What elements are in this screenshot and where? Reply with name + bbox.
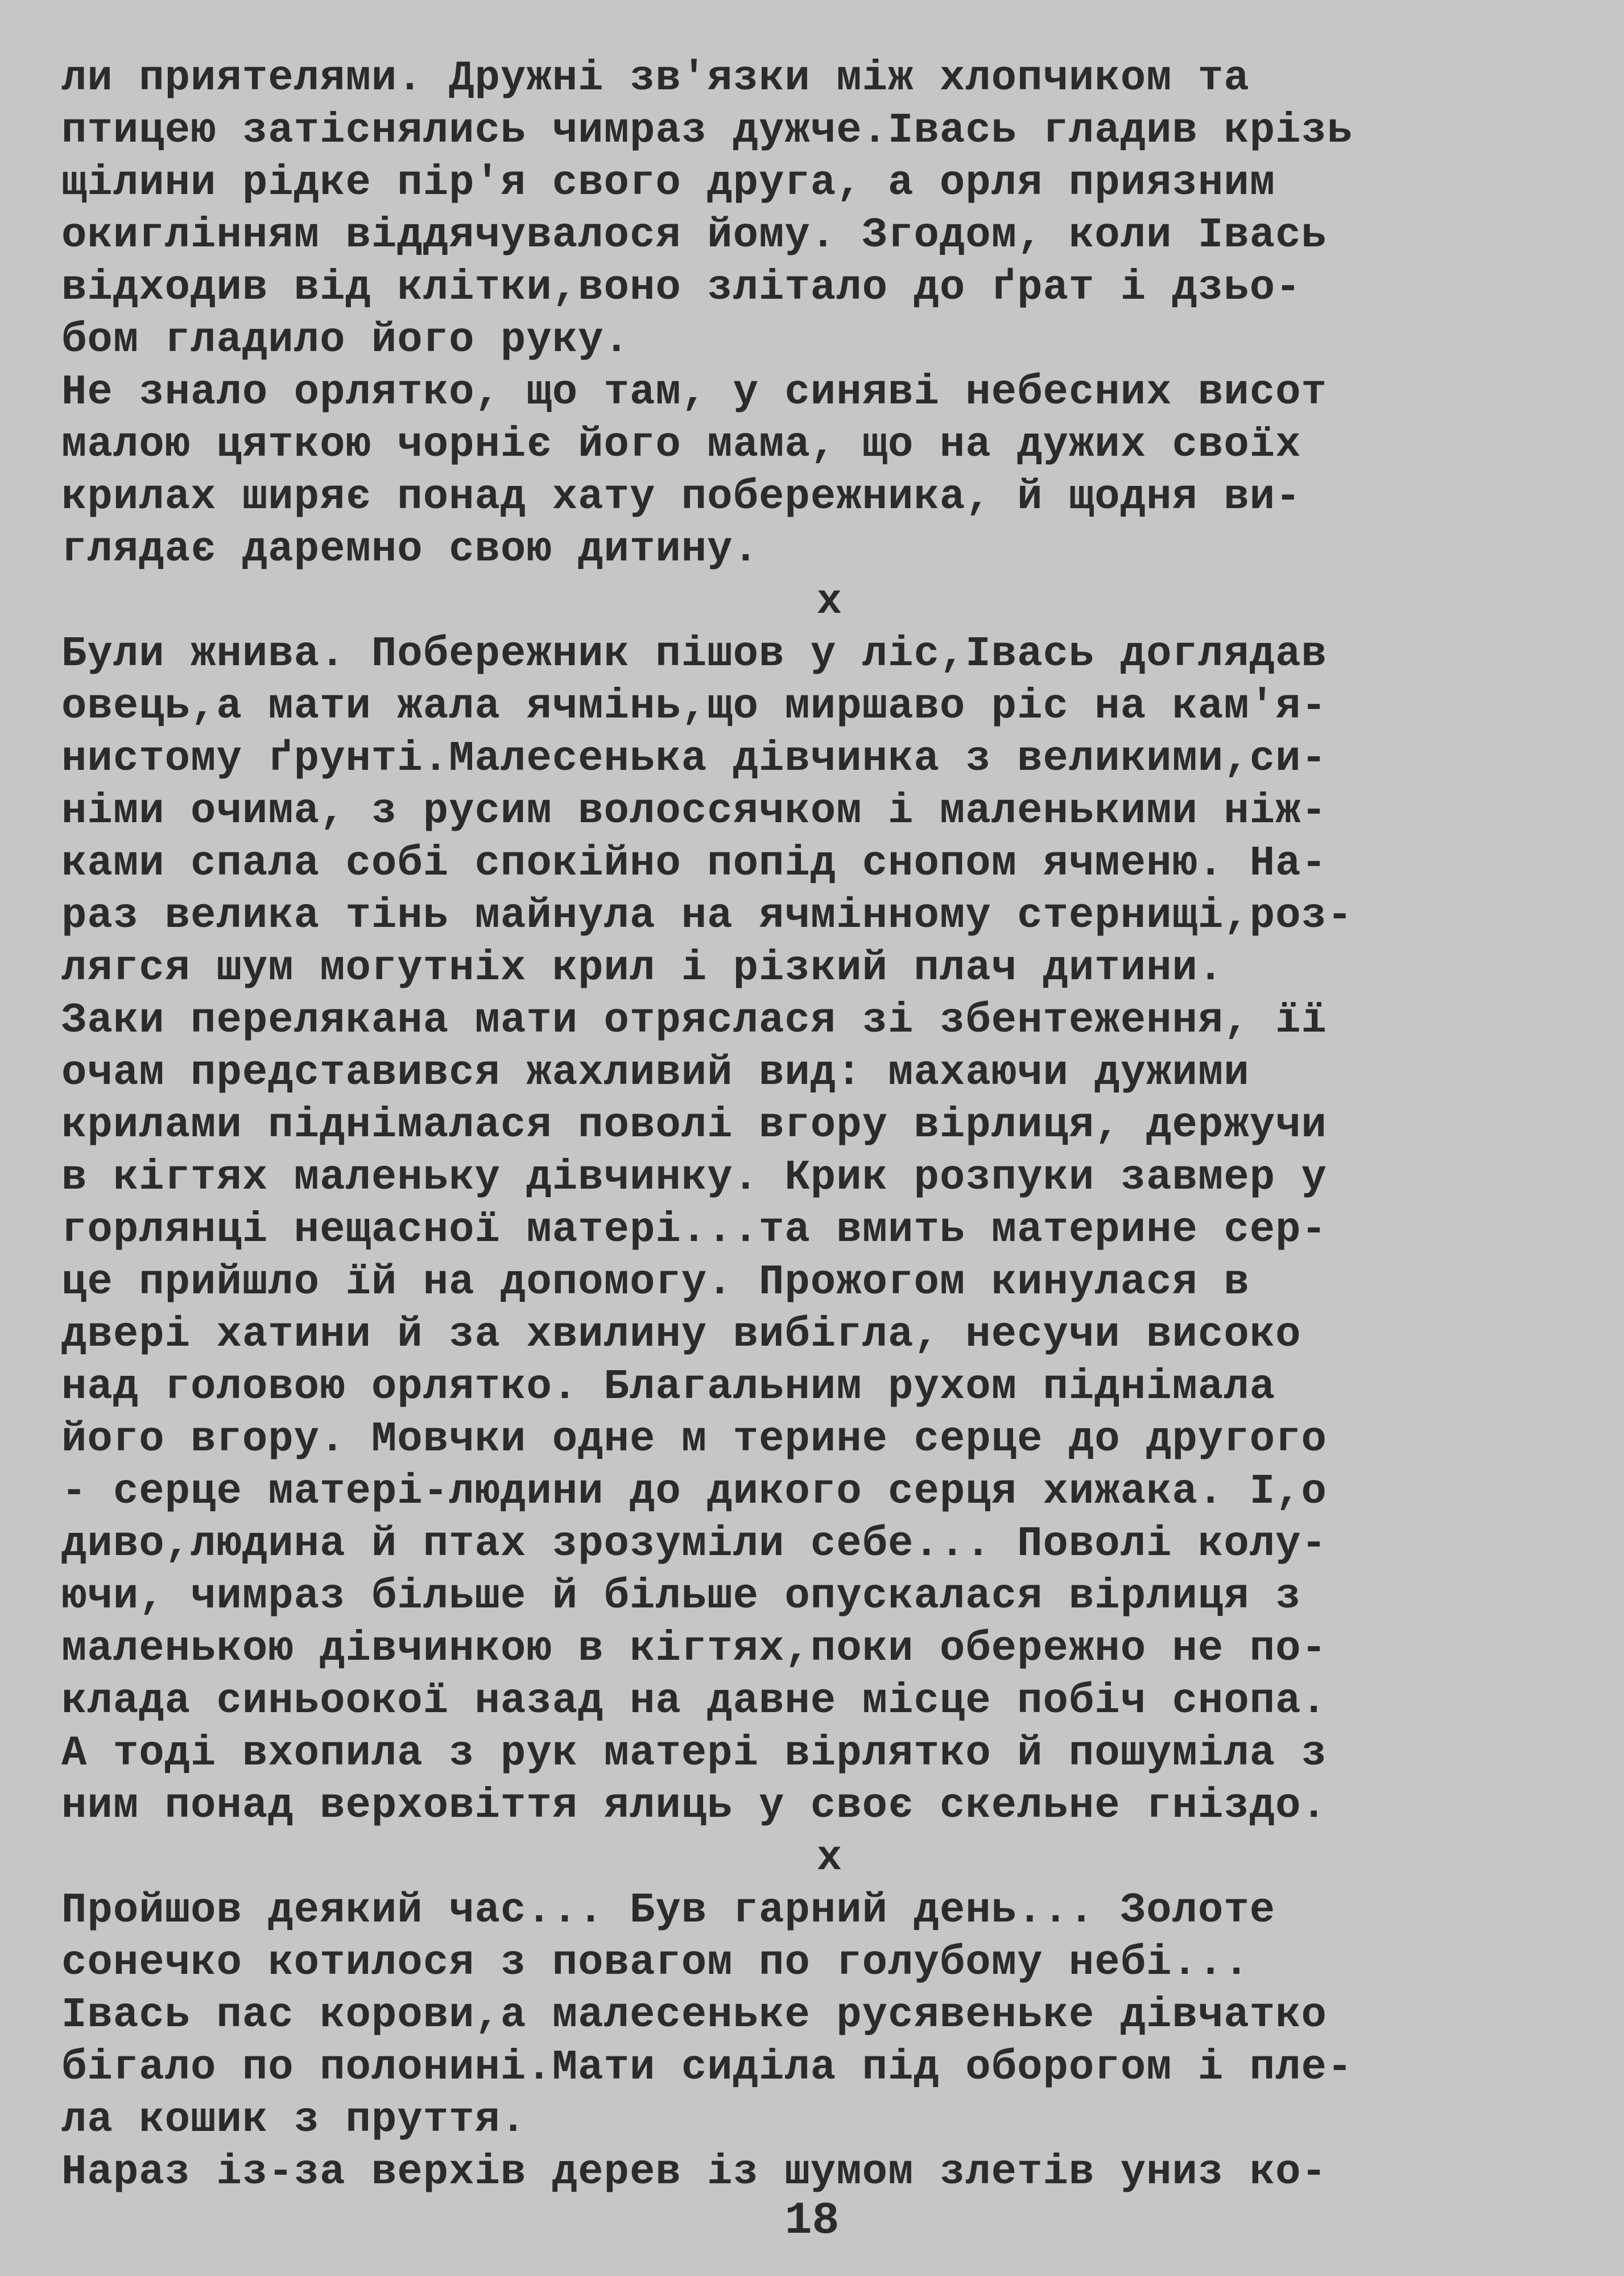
text-line: окиглінням віддячувалося йому. Згодом, коли Івась xyxy=(61,212,1327,259)
text-line: Були жнива. Побережник пішов у ліс,Івась доглядав xyxy=(61,630,1327,678)
text-line: Не знало орлятко, що там, у синяві небесних висот xyxy=(61,369,1327,417)
text-line: це прийшло їй на допомогу. Прожогом кинулася в xyxy=(61,1259,1250,1306)
text-line: маленькою дівчинкою в кігтях,поки обережно не по- xyxy=(61,1625,1327,1673)
text-line: - серце матері-людини до дикого серця хижака. І,о xyxy=(61,1468,1327,1516)
text-line: ли приятелями. Дружні зв'язки між хлопчиком та xyxy=(61,55,1250,102)
text-line: диво,людина й птах зрозуміли себе... Поволі колу- xyxy=(61,1520,1327,1568)
text-line: раз велика тінь майнула на ячмінному стернищі,роз- xyxy=(61,892,1353,940)
text-line: Пройшов деякий час... Був гарний день... Золоте xyxy=(61,1887,1276,1935)
text-line: бігало по полонині.Мати сиділа під оборогом і пле- xyxy=(61,2044,1353,2092)
text-line: німи очима, з русим волоссячком і маленькими ніж- xyxy=(61,787,1327,835)
text-line: малою цяткою чорніє його мама, що на дужих своїх xyxy=(61,421,1301,469)
text-line: над головою орлятко. Благальним рухом піднімала xyxy=(61,1363,1276,1411)
section-divider: x xyxy=(816,578,842,626)
text-line: ючи, чимраз більше й більше опускалася вірлиця з xyxy=(61,1573,1301,1621)
text-line: щілини рідке пір'я свого друга, а орля приязним xyxy=(61,159,1276,207)
text-line: крилах ширяє понад хату побережника, й щодня ви- xyxy=(61,473,1301,521)
text-line: Івась пас корови,а малесеньке русявеньке дівчатко xyxy=(61,1991,1327,2039)
text-line: горлянці нещасної матері...та вмить материне сер- xyxy=(61,1206,1327,1254)
text-line: ним понад верховіття ялиць у своє скельне гніздо. xyxy=(61,1782,1327,1830)
text-line: Нараз із-за верхів дерев із шумом злетів униз ко- xyxy=(61,2149,1327,2196)
text-line: бом гладило його руку. xyxy=(61,316,630,364)
text-line: птицею затіснялись чимраз дужче.Івась гладив крізь xyxy=(61,107,1353,155)
text-line: в кігтях маленьку дівчинку. Крик розпуки завмер у xyxy=(61,1154,1327,1202)
page-number: 18 xyxy=(784,2195,840,2247)
text-line: сонечко котилося з повагом по голубому небі... xyxy=(61,1939,1250,1987)
text-line: його вгору. Мовчки одне м терине серце до другого xyxy=(61,1416,1327,1463)
text-line: нистому ґрунті.Малесенька дівчинка з великими,си- xyxy=(61,735,1327,783)
text-line: глядає даремно свою дитину. xyxy=(61,526,759,574)
text-line: двері хатини й за хвилину вибігла, несучи високо xyxy=(61,1311,1301,1359)
text-line: лягся шум могутніх крил і різкий плач дитини. xyxy=(61,945,1224,992)
text-line: ла кошик з пруття. xyxy=(61,2096,527,2144)
text-line: А тоді вхопила з рук матері вірлятко й пошуміла з xyxy=(61,1730,1327,1778)
text-line: Заки переляканa мати отряслася зі збентеження, її xyxy=(61,997,1327,1045)
text-line: очам представився жахливий вид: махаючи дужими xyxy=(61,1049,1250,1097)
text-line: овець,а мати жала ячмінь,що миршаво ріс на кам'я- xyxy=(61,683,1327,731)
text-line: крилами піднімалася поволі вгору вірлиця, держучи xyxy=(61,1102,1327,1149)
section-divider: x xyxy=(816,1834,842,1882)
text-line: ками спала собі спокійно попід снопом ячменю. На- xyxy=(61,840,1327,888)
text-line: клада синьоокої назад на давне місце побіч снопа. xyxy=(61,1677,1327,1725)
text-line: відходив від клітки,воно злітало до ґрат і дзьо- xyxy=(61,264,1301,312)
body-text xyxy=(61,52,1563,2199)
